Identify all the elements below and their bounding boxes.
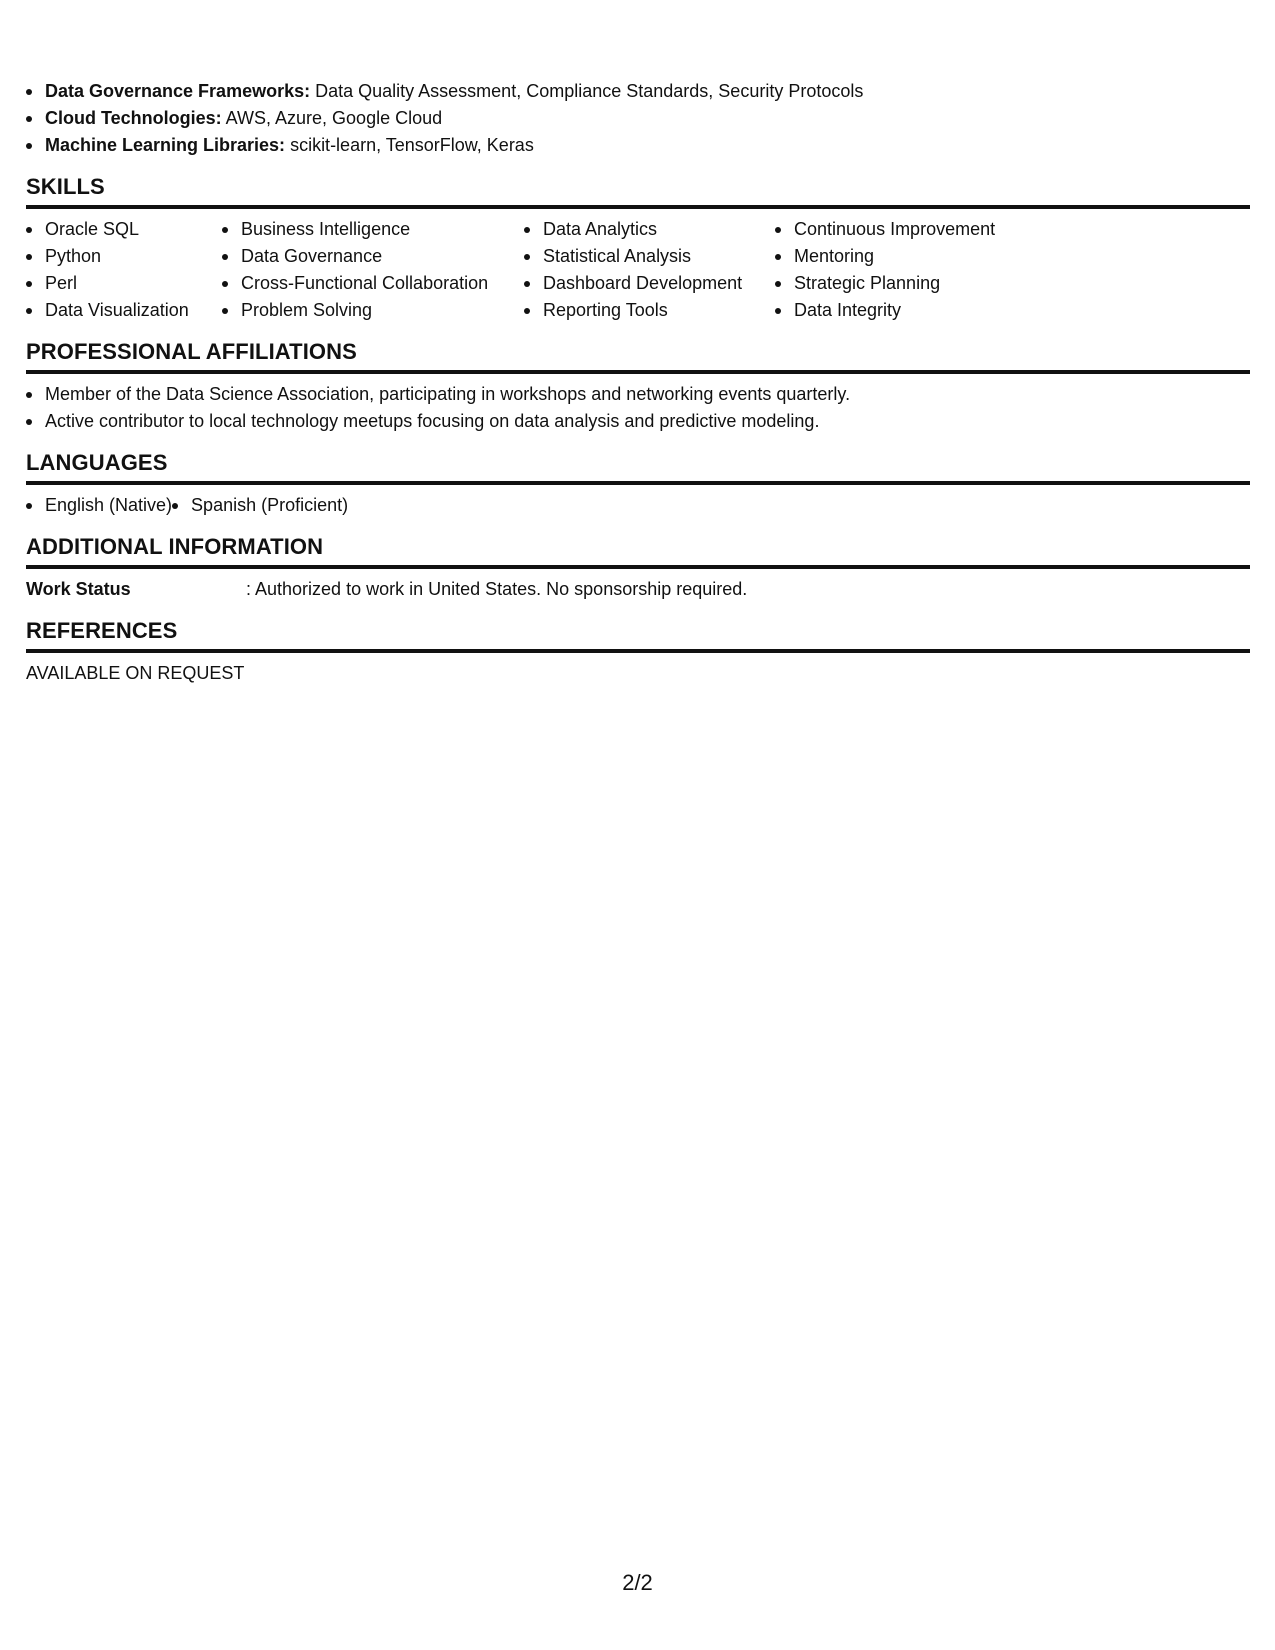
work-status-value: : Authorized to work in United States. No sponsorship required. (246, 579, 748, 599)
section-title-skills: SKILLS (26, 174, 1250, 209)
skills-column (26, 216, 222, 324)
skill-item: Data Governance (222, 243, 524, 270)
technical-skills-list (26, 78, 1250, 159)
skill-item: Reporting Tools (524, 297, 775, 324)
skill-item: Python (26, 243, 222, 270)
affiliations-list (26, 381, 1250, 435)
section-title-affiliations: PROFESSIONAL AFFILIATIONS (26, 339, 1250, 374)
work-status-row (26, 576, 1250, 603)
skills-grid (26, 216, 1250, 324)
page-number: 2/2 (622, 1570, 653, 1595)
skill-item: Data Analytics (524, 216, 775, 243)
list-item: Machine Learning Libraries: scikit-learn, TensorFlow, Keras (26, 132, 1250, 159)
skill-item: Continuous Improvement (775, 216, 1075, 243)
section-title-references: REFERENCES (26, 618, 1250, 653)
skill-item: Oracle SQL (26, 216, 222, 243)
skill-item: Strategic Planning (775, 270, 1075, 297)
skills-column (222, 216, 524, 324)
list-item: Cloud Technologies: AWS, Azure, Google Cloud (26, 105, 1250, 132)
language-item: English (Native) (26, 492, 172, 519)
skill-item: Perl (26, 270, 222, 297)
skill-item: Mentoring (775, 243, 1075, 270)
section-title-additional-info: ADDITIONAL INFORMATION (26, 534, 1250, 569)
skill-item: Dashboard Development (524, 270, 775, 297)
skill-item: Business Intelligence (222, 216, 524, 243)
references-text: AVAILABLE ON REQUEST (26, 663, 245, 683)
skills-section (26, 174, 1250, 324)
skills-column (775, 216, 1075, 324)
language-item: Spanish (Proficient) (172, 492, 348, 519)
resume-page (26, 78, 1250, 687)
affiliations-section (26, 339, 1250, 435)
skill-item: Cross-Functional Collaboration (222, 270, 524, 297)
skill-item: Problem Solving (222, 297, 524, 324)
references-section (26, 618, 1250, 687)
additional-info-section (26, 534, 1250, 603)
section-title-languages: LANGUAGES (26, 450, 1250, 485)
skill-item: Statistical Analysis (524, 243, 775, 270)
languages-section (26, 450, 1250, 519)
skills-column (524, 216, 775, 324)
list-item: Active contributor to local technology meetups focusing on data analysis and predictive modeling. (26, 408, 1250, 435)
skill-item: Data Visualization (26, 297, 222, 324)
list-item: Data Governance Frameworks: Data Quality Assessment, Compliance Standards, Security Protocols (26, 78, 1250, 105)
languages-list (26, 492, 1250, 519)
work-status-label: Work Status (26, 579, 131, 599)
skill-item: Data Integrity (775, 297, 1075, 324)
list-item: Member of the Data Science Association, participating in workshops and networking events quarterly. (26, 381, 1250, 408)
